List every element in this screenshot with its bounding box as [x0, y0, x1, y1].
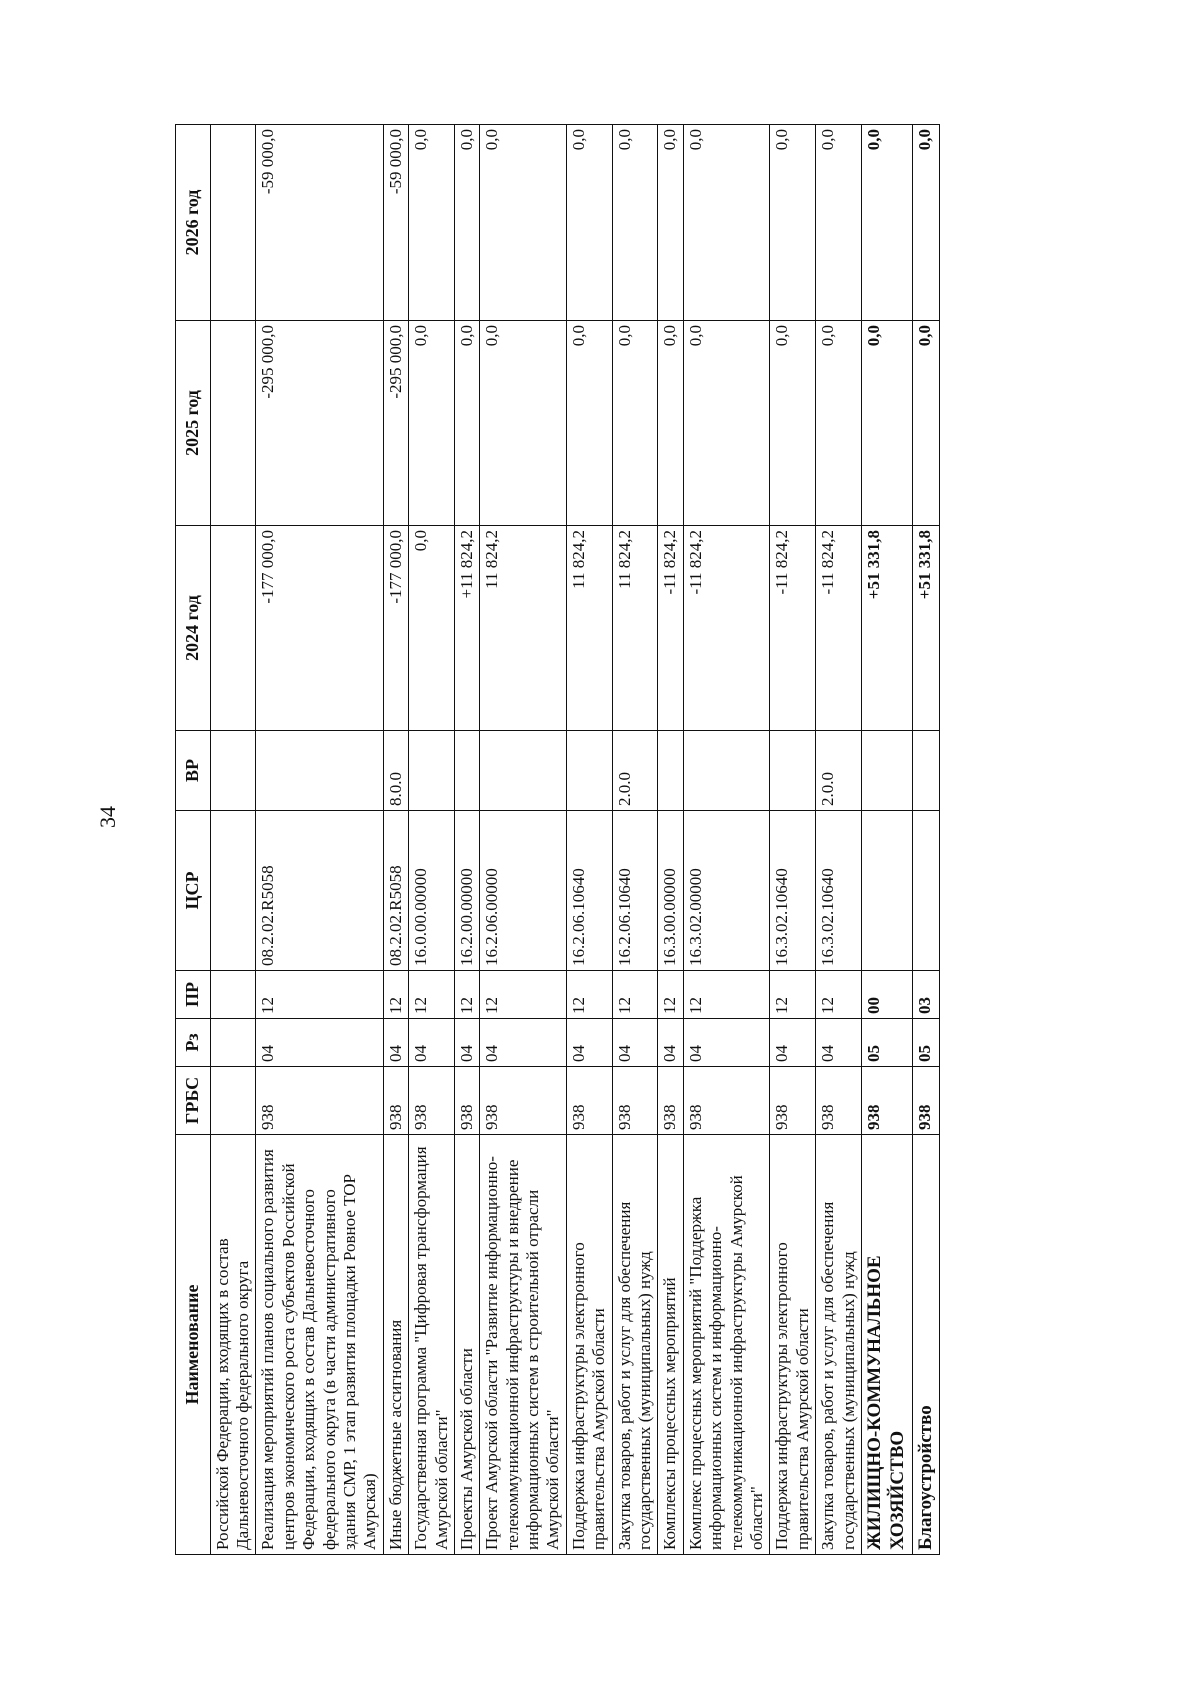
cell-y2025: 0,0 [861, 321, 912, 526]
header-2026: 2026 год [176, 125, 211, 321]
cell-rz: 04 [770, 1019, 816, 1067]
cell-vr [256, 731, 383, 811]
cell-pr: 12 [409, 971, 455, 1019]
cell-y2025: 0,0 [566, 321, 612, 526]
table-row [683, 125, 770, 1555]
cell-rz: 04 [566, 1019, 612, 1067]
cell-vr [683, 731, 770, 811]
cell-rz [210, 1019, 256, 1067]
cell-y2025: 0,0 [912, 321, 940, 526]
cell-vr [912, 731, 940, 811]
cell-grbs: 938 [861, 1067, 912, 1135]
cell-y2026: 0,0 [409, 125, 455, 321]
cell-y2025: 0,0 [480, 321, 567, 526]
cell-y2025: -295 000,0 [256, 321, 383, 526]
cell-y2024: -11 824,2 [816, 526, 862, 731]
cell-grbs [210, 1067, 256, 1135]
cell-rz: 05 [861, 1019, 912, 1067]
cell-y2024: -11 824,2 [770, 526, 816, 731]
cell-y2026: -59 000,0 [383, 125, 408, 321]
cell-pr: 12 [683, 971, 770, 1019]
cell-vr: 2.0.0 [612, 731, 658, 811]
cell-vr [658, 731, 683, 811]
table-row [770, 125, 816, 1555]
cell-csr [210, 811, 256, 971]
cell-y2025: 0,0 [409, 321, 455, 526]
cell-pr: 03 [912, 971, 940, 1019]
cell-vr [409, 731, 455, 811]
cell-y2026 [210, 125, 256, 321]
cell-y2025: -295 000,0 [383, 321, 408, 526]
cell-y2024: +11 824,2 [454, 526, 479, 731]
cell-csr [912, 811, 940, 971]
cell-name: Иные бюджетные ассигнования [383, 1135, 408, 1555]
header-grbs: ГРБС [176, 1067, 211, 1135]
cell-grbs: 938 [816, 1067, 862, 1135]
cell-vr [861, 731, 912, 811]
cell-csr: 16.3.02.10640 [816, 811, 862, 971]
cell-y2026: -59 000,0 [256, 125, 383, 321]
cell-y2024: 11 824,2 [480, 526, 567, 731]
cell-name: Проект Амурской области "Развитие информационно-телекоммуникационной инфраструктуры и внедрение информационных систем в строительной отрасли Амурской области" [480, 1135, 567, 1555]
cell-y2026: 0,0 [612, 125, 658, 321]
cell-rz: 04 [383, 1019, 408, 1067]
cell-grbs: 938 [480, 1067, 567, 1135]
cell-pr: 12 [480, 971, 567, 1019]
cell-grbs: 938 [383, 1067, 408, 1135]
cell-csr [861, 811, 912, 971]
cell-csr: 08.2.02.R5058 [256, 811, 383, 971]
cell-name: Проекты Амурской области [454, 1135, 479, 1555]
cell-y2026: 0,0 [770, 125, 816, 321]
header-pr: ПР [176, 971, 211, 1019]
table-header-row [176, 125, 211, 1555]
cell-y2024: 11 824,2 [612, 526, 658, 731]
header-2025: 2025 год [176, 321, 211, 526]
cell-name: Благоустройство [912, 1135, 940, 1555]
cell-rz: 04 [612, 1019, 658, 1067]
rotated-table-container [175, 125, 1070, 1555]
cell-pr: 00 [861, 971, 912, 1019]
cell-grbs: 938 [912, 1067, 940, 1135]
cell-y2024: +51 331,8 [861, 526, 912, 731]
cell-y2026: 0,0 [480, 125, 567, 321]
cell-vr [566, 731, 612, 811]
cell-y2026: 0,0 [861, 125, 912, 321]
table-row [566, 125, 612, 1555]
table-row [256, 125, 383, 1555]
cell-rz: 04 [658, 1019, 683, 1067]
header-name: Наименование [176, 1135, 211, 1555]
cell-name: Закупка товаров, работ и услуг для обеспечения государственных (муниципальных) нужд [816, 1135, 862, 1555]
cell-y2025: 0,0 [612, 321, 658, 526]
cell-y2025: 0,0 [816, 321, 862, 526]
cell-csr: 16.0.00.00000 [409, 811, 455, 971]
cell-y2024 [210, 526, 256, 731]
cell-name: Реализация мероприятий планов социального развития центров экономического роста субъектов Российской Федерации, входящих в состав Дальневосточного федерального округа (в части административного здания СМР, 1 этап развития площадки Ровное ТОР Амурская) [256, 1135, 383, 1555]
table-row [861, 125, 912, 1555]
cell-csr: 16.3.02.10640 [770, 811, 816, 971]
cell-rz: 04 [409, 1019, 455, 1067]
table-row [409, 125, 455, 1555]
table-row [912, 125, 940, 1555]
cell-y2024: -177 000,0 [383, 526, 408, 731]
cell-csr: 08.2.02.R5058 [383, 811, 408, 971]
cell-vr [770, 731, 816, 811]
header-2024: 2024 год [176, 526, 211, 731]
cell-csr: 16.2.06.10640 [566, 811, 612, 971]
cell-grbs: 938 [256, 1067, 383, 1135]
cell-y2024: 11 824,2 [566, 526, 612, 731]
cell-name: Закупка товаров, работ и услуг для обеспечения государственных (муниципальных) нужд [612, 1135, 658, 1555]
table-row [480, 125, 567, 1555]
cell-grbs: 938 [770, 1067, 816, 1135]
table-row [454, 125, 479, 1555]
cell-name: Российской Федерации, входящих в состав Дальневосточного федерального округа [210, 1135, 256, 1555]
cell-rz: 04 [480, 1019, 567, 1067]
cell-csr: 16.2.00.00000 [454, 811, 479, 971]
cell-y2025 [210, 321, 256, 526]
cell-y2026: 0,0 [816, 125, 862, 321]
cell-csr: 16.3.02.00000 [683, 811, 770, 971]
cell-name: Комплексы процессных мероприятий [658, 1135, 683, 1555]
cell-y2024: 0,0 [409, 526, 455, 731]
cell-pr: 12 [454, 971, 479, 1019]
cell-y2026: 0,0 [566, 125, 612, 321]
table-body [210, 125, 940, 1555]
cell-pr: 12 [658, 971, 683, 1019]
cell-grbs: 938 [612, 1067, 658, 1135]
cell-pr: 12 [256, 971, 383, 1019]
cell-pr [210, 971, 256, 1019]
cell-y2026: 0,0 [658, 125, 683, 321]
cell-name: Поддержка инфраструктуры электронного правительства Амурской области [566, 1135, 612, 1555]
header-csr: ЦСР [176, 811, 211, 971]
header-rz: Рз [176, 1019, 211, 1067]
cell-vr: 8.0.0 [383, 731, 408, 811]
cell-csr: 16.2.06.00000 [480, 811, 567, 971]
cell-grbs: 938 [658, 1067, 683, 1135]
cell-grbs: 938 [683, 1067, 770, 1135]
cell-y2026: 0,0 [912, 125, 940, 321]
cell-y2024: -11 824,2 [683, 526, 770, 731]
cell-grbs: 938 [566, 1067, 612, 1135]
table-row [383, 125, 408, 1555]
table-row [816, 125, 862, 1555]
cell-rz: 04 [816, 1019, 862, 1067]
budget-table [175, 124, 940, 1555]
cell-rz: 04 [256, 1019, 383, 1067]
cell-rz: 05 [912, 1019, 940, 1067]
cell-pr: 12 [566, 971, 612, 1019]
cell-y2025: 0,0 [658, 321, 683, 526]
cell-vr [210, 731, 256, 811]
cell-name: Поддержка инфраструктуры электронного правительства Амурской области [770, 1135, 816, 1555]
cell-vr [480, 731, 567, 811]
cell-y2026: 0,0 [683, 125, 770, 321]
cell-rz: 04 [683, 1019, 770, 1067]
cell-y2024: -11 824,2 [658, 526, 683, 731]
cell-y2025: 0,0 [454, 321, 479, 526]
cell-pr: 12 [770, 971, 816, 1019]
header-vr: ВР [176, 731, 211, 811]
table-row [612, 125, 658, 1555]
cell-y2025: 0,0 [683, 321, 770, 526]
cell-grbs: 938 [454, 1067, 479, 1135]
cell-vr: 2.0.0 [816, 731, 862, 811]
cell-vr [454, 731, 479, 811]
cell-name: Государственная программа "Цифровая трансформация Амурской области" [409, 1135, 455, 1555]
table-row [658, 125, 683, 1555]
cell-y2024: -177 000,0 [256, 526, 383, 731]
cell-grbs: 938 [409, 1067, 455, 1135]
cell-name: ЖИЛИЩНО-КОММУНАЛЬНОЕ ХОЗЯЙСТВО [861, 1135, 912, 1555]
table-row [210, 125, 256, 1555]
page-number: 34 [95, 806, 120, 828]
cell-y2025: 0,0 [770, 321, 816, 526]
cell-rz: 04 [454, 1019, 479, 1067]
cell-pr: 12 [383, 971, 408, 1019]
cell-pr: 12 [612, 971, 658, 1019]
cell-y2024: +51 331,8 [912, 526, 940, 731]
cell-y2026: 0,0 [454, 125, 479, 321]
cell-csr: 16.3.00.00000 [658, 811, 683, 971]
cell-pr: 12 [816, 971, 862, 1019]
cell-name: Комплекс процессных мероприятий "Поддержка информационных систем и информационно-телекоммуникационной инфраструктуры Амурской области" [683, 1135, 770, 1555]
cell-csr: 16.2.06.10640 [612, 811, 658, 971]
